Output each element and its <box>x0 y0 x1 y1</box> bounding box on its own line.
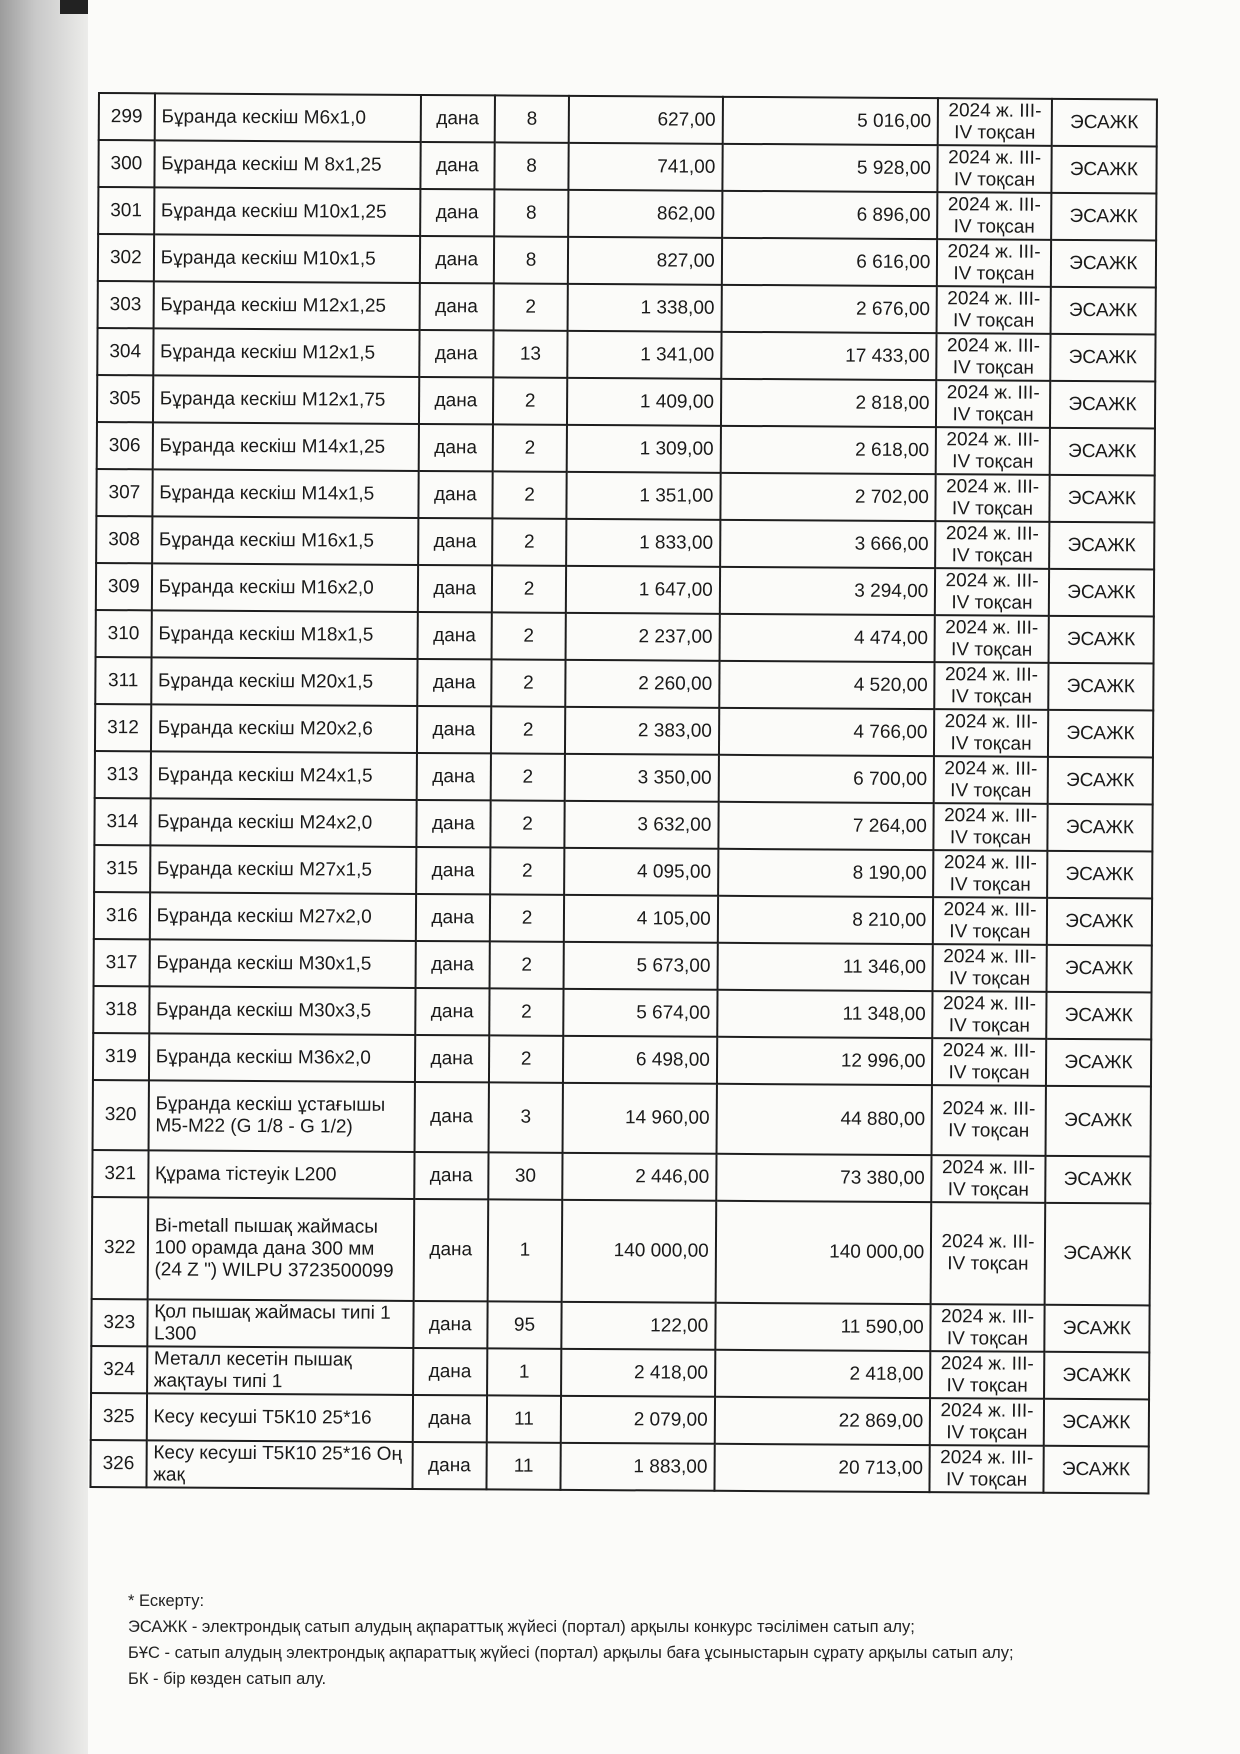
table-row <box>94 845 1152 898</box>
scan-shadow-edge <box>0 0 88 1754</box>
cell-delivery-period: 2024 ж. III-IV тоқсан <box>932 1155 1046 1203</box>
cell-unit: дана <box>420 142 495 189</box>
cell-total-amount: 4 474,00 <box>719 614 935 662</box>
cell-item-name: Бұранда кескіш М14х1,5 <box>152 469 418 518</box>
cell-item-name: Бұранда кескіш М30х1,5 <box>149 939 415 988</box>
cell-quantity: 3 <box>488 1082 563 1152</box>
cell-row-number: 323 <box>91 1299 147 1346</box>
cell-row-number: 321 <box>92 1150 148 1197</box>
cell-procurement-method: ЭСАЖК <box>1050 334 1156 382</box>
cell-quantity: 1 <box>487 1348 562 1395</box>
cell-procurement-method: ЭСАЖК <box>1051 99 1157 147</box>
cell-unit: дана <box>420 236 495 283</box>
cell-item-name: Бұранда кескіш М20х2,6 <box>151 704 417 753</box>
cell-quantity: 2 <box>490 800 565 847</box>
cell-procurement-method: ЭСАЖК <box>1051 146 1157 194</box>
cell-procurement-method: ЭСАЖК <box>1046 992 1152 1040</box>
cell-unit: дана <box>413 1199 488 1301</box>
cell-unit-price: 6 498,00 <box>563 1036 717 1084</box>
cell-item-name: Бұранда кескіш М6х1,0 <box>154 93 420 142</box>
cell-quantity: 13 <box>493 330 568 377</box>
cell-item-name: Бұранда кескіш М24х1,5 <box>150 751 416 800</box>
cell-quantity: 8 <box>494 236 569 283</box>
procurement-table <box>89 92 1158 1494</box>
cell-total-amount: 3 666,00 <box>720 520 936 568</box>
cell-total-amount: 44 880,00 <box>716 1084 932 1155</box>
cell-unit-price: 2 079,00 <box>561 1396 715 1444</box>
cell-total-amount: 11 346,00 <box>717 943 933 991</box>
cell-item-name: Құрама тістеуік L200 <box>148 1150 414 1199</box>
cell-procurement-method: ЭСАЖК <box>1044 1305 1150 1353</box>
cell-item-name: Бұранда кескіш М27х2,0 <box>149 892 415 941</box>
table-row <box>97 422 1155 475</box>
cell-delivery-period: 2024 ж. III-IV тоқсан <box>936 427 1050 475</box>
cell-procurement-method: ЭСАЖК <box>1044 1352 1150 1400</box>
cell-row-number: 315 <box>94 845 150 892</box>
cell-unit-price: 1 351,00 <box>567 472 721 520</box>
cell-delivery-period: 2024 ж. III-IV тоқсан <box>934 709 1048 757</box>
table-row <box>96 610 1154 663</box>
cell-row-number: 301 <box>98 187 154 234</box>
cell-row-number: 299 <box>99 93 155 140</box>
cell-row-number: 305 <box>97 375 153 422</box>
cell-row-number: 307 <box>96 469 152 516</box>
cell-unit: дана <box>418 518 493 565</box>
cell-row-number: 311 <box>95 657 151 704</box>
cell-item-name: Қол пышақ жаймасы типі 1 L300 <box>147 1299 413 1348</box>
cell-unit: дана <box>416 753 491 800</box>
table-row <box>94 939 1152 992</box>
table-row <box>95 751 1153 804</box>
cell-row-number: 304 <box>97 328 153 375</box>
cell-delivery-period: 2024 ж. III-IV тоқсан <box>937 192 1051 240</box>
cell-delivery-period: 2024 ж. III-IV тоқсан <box>931 1202 1045 1305</box>
cell-unit-price: 862,00 <box>568 190 722 238</box>
table-row <box>97 375 1155 428</box>
cell-unit: дана <box>416 847 491 894</box>
table-row <box>99 93 1157 146</box>
cell-unit-price: 1 647,00 <box>566 566 720 614</box>
table-row <box>96 469 1154 522</box>
cell-delivery-period: 2024 ж. III-IV тоқсан <box>936 474 1050 522</box>
cell-row-number: 308 <box>96 516 152 563</box>
cell-procurement-method: ЭСАЖК <box>1046 945 1152 993</box>
cell-delivery-period: 2024 ж. III-IV тоқсан <box>930 1398 1044 1446</box>
cell-quantity: 2 <box>492 471 567 518</box>
cell-item-name: Бұранда кескіш М 8х1,25 <box>154 140 420 189</box>
cell-unit: дана <box>414 1152 489 1199</box>
cell-delivery-period: 2024 ж. III-IV тоқсан <box>933 944 1047 992</box>
cell-procurement-method: ЭСАЖК <box>1046 1039 1152 1087</box>
cell-row-number: 306 <box>97 422 153 469</box>
cell-quantity: 2 <box>492 518 567 565</box>
footnote <box>128 1588 1014 1692</box>
cell-unit-price: 5 674,00 <box>563 989 717 1037</box>
cell-item-name: Бұранда кескіш М10х1,25 <box>154 187 420 236</box>
cell-item-name: Бұранда кескіш М12х1,5 <box>153 328 419 377</box>
table-row <box>91 1393 1149 1446</box>
cell-procurement-method: ЭСАЖК <box>1049 475 1155 523</box>
cell-total-amount: 2 676,00 <box>721 285 937 333</box>
cell-unit: дана <box>417 706 492 753</box>
cell-procurement-method: ЭСАЖК <box>1049 428 1155 476</box>
cell-quantity: 2 <box>489 941 564 988</box>
cell-delivery-period: 2024 ж. III-IV тоқсан <box>937 333 1051 381</box>
cell-quantity: 2 <box>491 706 566 753</box>
cell-item-name: Бұранда кескіш М27х1,5 <box>150 845 416 894</box>
cell-row-number: 320 <box>93 1080 149 1150</box>
table-row <box>93 1080 1151 1156</box>
cell-quantity: 11 <box>486 1442 561 1489</box>
cell-quantity: 2 <box>489 988 564 1035</box>
cell-unit-price: 2 418,00 <box>561 1349 715 1397</box>
cell-quantity: 2 <box>491 612 566 659</box>
footnote-line: БК - бір көзден сатып алу. <box>128 1670 327 1688</box>
cell-unit-price: 1 341,00 <box>567 331 721 379</box>
cell-row-number: 326 <box>90 1440 146 1487</box>
cell-delivery-period: 2024 ж. III-IV тоқсан <box>932 1038 1046 1086</box>
cell-delivery-period: 2024 ж. III-IV тоқсан <box>938 145 1052 193</box>
cell-total-amount: 22 869,00 <box>715 1397 931 1445</box>
cell-item-name: Бұранда кескіш М12х1,25 <box>153 281 419 330</box>
cell-row-number: 318 <box>93 986 149 1033</box>
cell-delivery-period: 2024 ж. III-IV тоқсан <box>937 239 1051 287</box>
cell-quantity: 2 <box>491 659 566 706</box>
cell-total-amount: 11 590,00 <box>715 1303 931 1351</box>
cell-procurement-method: ЭСАЖК <box>1047 757 1153 805</box>
cell-row-number: 313 <box>95 751 151 798</box>
cell-item-name: Бұранда кескіш М24х2,0 <box>150 798 416 847</box>
cell-row-number: 316 <box>94 892 150 939</box>
cell-delivery-period: 2024 ж. III-IV тоқсан <box>936 380 1050 428</box>
cell-total-amount: 5 016,00 <box>723 97 939 145</box>
table-row <box>96 516 1154 569</box>
cell-unit: дана <box>415 988 490 1035</box>
footnote-line: ЭСАЖК - электрондық сатып алудың ақпараттық жүйесі (портал) арқылы конкурс тәсілімен сатып алу; <box>128 1618 915 1636</box>
cell-row-number: 319 <box>93 1033 149 1080</box>
cell-procurement-method: ЭСАЖК <box>1047 804 1153 852</box>
cell-unit: дана <box>412 1395 487 1442</box>
cell-procurement-method: ЭСАЖК <box>1049 569 1155 617</box>
cell-procurement-method: ЭСАЖК <box>1043 1399 1149 1447</box>
cell-row-number: 322 <box>92 1197 148 1299</box>
cell-unit: дана <box>413 1301 488 1348</box>
cell-unit-price: 1 338,00 <box>568 284 722 332</box>
cell-quantity: 2 <box>493 377 568 424</box>
table-row <box>97 328 1155 381</box>
cell-row-number: 324 <box>91 1346 147 1393</box>
cell-unit: дана <box>414 1082 489 1152</box>
cell-delivery-period: 2024 ж. III-IV тоқсан <box>933 991 1047 1039</box>
footnote-line: БҰС - сатып алудың электрондық ақпараттық жүйесі (портал) арқылы баға ұсыныстарын сұрату арқылы сатып алу; <box>128 1644 1014 1662</box>
cell-unit-price: 4 105,00 <box>564 895 718 943</box>
cell-item-name: Бұранда кескіш М18х1,5 <box>151 610 417 659</box>
cell-procurement-method: ЭСАЖК <box>1047 851 1153 899</box>
cell-item-name: Кесу кесуші Т5К10 25*16 Оң жақ <box>146 1440 412 1489</box>
cell-procurement-method: ЭСАЖК <box>1049 522 1155 570</box>
cell-procurement-method: ЭСАЖК <box>1045 1156 1151 1204</box>
cell-quantity: 2 <box>492 565 567 612</box>
cell-total-amount: 2 818,00 <box>721 379 937 427</box>
cell-item-name: Бұранда кескіш ұстағышы М5-М22 (G 1/8 - G 1/2) <box>148 1080 414 1152</box>
cell-row-number: 300 <box>98 140 154 187</box>
cell-item-name: Bi-metall пышақ жаймасы 100 орамда дана 300 мм (24 Z ") WILPU 3723500099 <box>147 1197 414 1301</box>
cell-delivery-period: 2024 ж. III-IV тоқсан <box>935 521 1049 569</box>
cell-delivery-period: 2024 ж. III-IV тоқсан <box>933 850 1047 898</box>
cell-procurement-method: ЭСАЖК <box>1045 1086 1151 1157</box>
cell-unit: дана <box>419 330 494 377</box>
cell-unit-price: 827,00 <box>568 237 722 285</box>
cell-unit: дана <box>416 894 491 941</box>
cell-procurement-method: ЭСАЖК <box>1051 193 1157 241</box>
table-row <box>98 187 1156 240</box>
cell-total-amount: 8 210,00 <box>718 896 934 944</box>
cell-delivery-period: 2024 ж. III-IV тоқсан <box>930 1351 1044 1399</box>
cell-procurement-method: ЭСАЖК <box>1051 240 1157 288</box>
cell-procurement-method: ЭСАЖК <box>1043 1446 1149 1494</box>
cell-quantity: 95 <box>487 1301 562 1348</box>
table-row <box>93 986 1151 1039</box>
cell-quantity: 2 <box>490 847 565 894</box>
cell-unit-price: 140 000,00 <box>562 1200 716 1303</box>
cell-row-number: 310 <box>96 610 152 657</box>
cell-delivery-period: 2024 ж. III-IV тоқсан <box>931 1304 1045 1352</box>
cell-unit: дана <box>418 565 493 612</box>
cell-item-name: Бұранда кескіш М16х2,0 <box>152 563 418 612</box>
cell-item-name: Бұранда кескіш М12х1,75 <box>153 375 419 424</box>
cell-unit-price: 1 883,00 <box>561 1443 715 1491</box>
cell-unit: дана <box>420 189 495 236</box>
cell-unit-price: 627,00 <box>569 96 723 144</box>
cell-procurement-method: ЭСАЖК <box>1048 663 1154 711</box>
cell-item-name: Бұранда кескіш М16х1,5 <box>152 516 418 565</box>
cell-procurement-method: ЭСАЖК <box>1050 287 1156 335</box>
cell-total-amount: 3 294,00 <box>720 567 936 615</box>
cell-delivery-period: 2024 ж. III-IV тоқсан <box>934 803 1048 851</box>
cell-unit: дана <box>415 941 490 988</box>
cell-procurement-method: ЭСАЖК <box>1047 898 1153 946</box>
cell-delivery-period: 2024 ж. III-IV тоқсан <box>935 662 1049 710</box>
cell-quantity: 8 <box>494 189 569 236</box>
cell-unit: дана <box>416 800 491 847</box>
cell-row-number: 317 <box>94 939 150 986</box>
cell-total-amount: 6 700,00 <box>718 755 934 803</box>
cell-total-amount: 7 264,00 <box>718 802 934 850</box>
cell-unit-price: 2 446,00 <box>562 1153 716 1201</box>
cell-quantity: 2 <box>493 283 568 330</box>
cell-procurement-method: ЭСАЖК <box>1044 1203 1150 1306</box>
cell-procurement-method: ЭСАЖК <box>1050 381 1156 429</box>
cell-quantity: 8 <box>495 95 570 142</box>
cell-delivery-period: 2024 ж. III-IV тоқсан <box>932 1085 1046 1156</box>
cell-unit-price: 741,00 <box>569 143 723 191</box>
cell-quantity: 11 <box>487 1395 562 1442</box>
cell-item-name: Бұранда кескіш М30х3,5 <box>149 986 415 1035</box>
cell-item-name: Металл кесетін пышақ жақтауы типі 1 <box>147 1346 413 1395</box>
cell-unit-price: 2 383,00 <box>565 707 719 755</box>
cell-unit-price: 1 409,00 <box>567 378 721 426</box>
cell-unit: дана <box>417 612 492 659</box>
cell-quantity: 2 <box>493 424 568 471</box>
cell-total-amount: 6 616,00 <box>722 238 938 286</box>
cell-quantity: 1 <box>488 1199 563 1301</box>
cell-total-amount: 4 766,00 <box>719 708 935 756</box>
cell-total-amount: 17 433,00 <box>721 332 937 380</box>
cell-total-amount: 5 928,00 <box>722 144 938 192</box>
table-row <box>91 1299 1149 1352</box>
cell-row-number: 325 <box>91 1393 147 1440</box>
cell-unit-price: 1 309,00 <box>567 425 721 473</box>
table-row <box>94 798 1152 851</box>
cell-delivery-period: 2024 ж. III-IV тоқсан <box>934 756 1048 804</box>
cell-delivery-period: 2024 ж. III-IV тоқсан <box>933 897 1047 945</box>
cell-unit: дана <box>415 1035 490 1082</box>
cell-quantity: 2 <box>490 894 565 941</box>
cell-item-name: Кесу кесуші Т5К10 25*16 <box>146 1393 412 1442</box>
cell-total-amount: 2 418,00 <box>715 1350 931 1398</box>
cell-total-amount: 73 380,00 <box>716 1154 932 1202</box>
table-row <box>92 1150 1150 1203</box>
cell-item-name: Бұранда кескіш М14х1,25 <box>152 422 418 471</box>
cell-procurement-method: ЭСАЖК <box>1048 616 1154 664</box>
cell-unit-price: 5 673,00 <box>564 942 718 990</box>
cell-row-number: 309 <box>96 563 152 610</box>
cell-unit-price: 2 237,00 <box>566 613 720 661</box>
table-row <box>98 281 1156 334</box>
cell-unit-price: 4 095,00 <box>564 848 718 896</box>
cell-total-amount: 6 896,00 <box>722 191 938 239</box>
table-row <box>95 657 1153 710</box>
cell-total-amount: 140 000,00 <box>715 1201 931 1304</box>
cell-total-amount: 11 348,00 <box>717 990 933 1038</box>
cell-unit-price: 1 833,00 <box>566 519 720 567</box>
cell-unit-price: 3 632,00 <box>565 801 719 849</box>
cell-quantity: 8 <box>494 142 569 189</box>
table-row <box>94 892 1152 945</box>
cell-unit: дана <box>418 424 493 471</box>
cell-total-amount: 2 702,00 <box>720 473 936 521</box>
table-row <box>92 1197 1151 1305</box>
cell-total-amount: 4 520,00 <box>719 661 935 709</box>
cell-total-amount: 12 996,00 <box>717 1037 933 1085</box>
cell-row-number: 303 <box>98 281 154 328</box>
table-row <box>91 1346 1149 1399</box>
table-row <box>98 140 1156 193</box>
cell-delivery-period: 2024 ж. III-IV тоқсан <box>935 615 1049 663</box>
cell-delivery-period: 2024 ж. III-IV тоқсан <box>935 568 1049 616</box>
cell-unit: дана <box>418 471 493 518</box>
cell-delivery-period: 2024 ж. III-IV тоқсан <box>930 1445 1044 1493</box>
cell-unit: дана <box>420 95 495 142</box>
cell-unit: дана <box>413 1348 488 1395</box>
table-row <box>90 1440 1148 1493</box>
cell-unit-price: 3 350,00 <box>565 754 719 802</box>
cell-delivery-period: 2024 ж. III-IV тоқсан <box>938 98 1052 146</box>
cell-item-name: Бұранда кескіш М36х2,0 <box>149 1033 415 1082</box>
table-row <box>96 563 1154 616</box>
footnote-title: * Ескерту: <box>128 1592 205 1610</box>
cell-unit: дана <box>419 377 494 424</box>
table-row <box>98 234 1156 287</box>
cell-total-amount: 20 713,00 <box>714 1444 930 1492</box>
cell-total-amount: 8 190,00 <box>718 849 934 897</box>
cell-total-amount: 2 618,00 <box>720 426 936 474</box>
cell-unit: дана <box>412 1442 487 1489</box>
table-row <box>93 1033 1151 1086</box>
cell-quantity: 2 <box>489 1035 564 1082</box>
table-row <box>95 704 1153 757</box>
cell-unit: дана <box>419 283 494 330</box>
cell-quantity: 2 <box>491 753 566 800</box>
cell-unit-price: 2 260,00 <box>565 660 719 708</box>
cell-procurement-method: ЭСАЖК <box>1048 710 1154 758</box>
cell-unit: дана <box>417 659 492 706</box>
cell-row-number: 312 <box>95 704 151 751</box>
cell-unit-price: 14 960,00 <box>563 1083 717 1154</box>
cell-unit-price: 122,00 <box>562 1302 716 1350</box>
cell-item-name: Бұранда кескіш М10х1,5 <box>154 234 420 283</box>
cell-quantity: 30 <box>488 1152 563 1199</box>
cell-row-number: 314 <box>94 798 150 845</box>
cell-item-name: Бұранда кескіш М20х1,5 <box>151 657 417 706</box>
cell-delivery-period: 2024 ж. III-IV тоқсан <box>937 286 1051 334</box>
cell-row-number: 302 <box>98 234 154 281</box>
